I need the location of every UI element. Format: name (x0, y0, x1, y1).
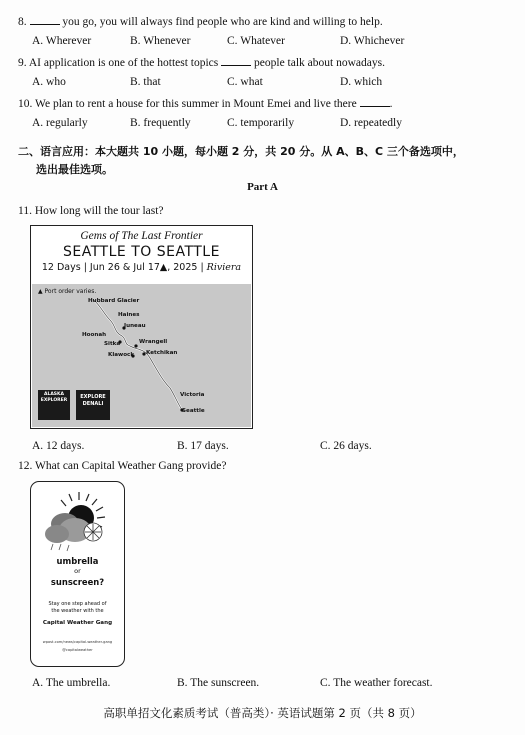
city-sitka: Sitka (104, 341, 121, 347)
question-12: 12. What can Capital Weather Gang provide? (18, 460, 227, 472)
question-11: 11. How long will the tour last? (18, 205, 164, 217)
option-c: C. 26 days. (320, 440, 372, 452)
poster-brand: Capital Weather Gang (42, 620, 113, 626)
city-juneau: Juneau (124, 323, 146, 329)
part-heading: Part A (247, 181, 278, 193)
question-number: 8. (18, 16, 27, 28)
city-ketchikan: Ketchikan (146, 350, 178, 356)
question-text: you go, you will always find people who are kind and willing to help. (62, 16, 383, 28)
poster-umbrella: umbrella (56, 556, 99, 566)
answer-blank (30, 14, 60, 25)
question-text: 10. We plan to rent a house for this summer in Mount Emei and live there (18, 98, 357, 110)
ad-dates-text: 12 Days | Jun 26 & Jul 17▲, 2025 | (41, 262, 207, 273)
question-10 (18, 96, 392, 110)
option-c: C. what (227, 76, 263, 88)
option-c: C. The weather forecast. (320, 677, 433, 689)
poster-tagline-text: Stay one step ahead of the weather with the (48, 601, 107, 614)
option-b: B. frequently (130, 117, 191, 129)
explore-denali-logo: EXPLORE DENALI (76, 390, 110, 420)
city-seattle: Seattle (182, 408, 205, 414)
option-a: A. 12 days. (32, 440, 85, 452)
answer-blank (221, 55, 251, 66)
poster-sunscreen: sunscreen? (50, 577, 105, 587)
option-b: B. Whenever (130, 35, 191, 47)
option-b: B. that (130, 76, 161, 88)
question-9 (18, 55, 385, 69)
section-heading-cont: 选出最佳选项。 (36, 163, 113, 176)
answer-blank (360, 96, 390, 107)
city-hubbard-glacier: Hubbard Glacier (88, 298, 140, 304)
poster-or: or (74, 567, 81, 575)
ad-ship: Riviera (206, 262, 242, 273)
port-note: ▲ Port order varies. (38, 288, 97, 295)
sun-and-cloud-icon (39, 490, 115, 552)
option-a: A. regularly (32, 117, 88, 129)
option-d: D. repeatedly (340, 117, 402, 129)
question-text-after: people talk about nowadays. (254, 57, 385, 69)
question-text: 9. AI application is one of the hottest topics (18, 57, 219, 69)
page-footer: 高职单招文化素质考试（普高类）· 英语试题第 2 页（共 8 页） (103, 706, 422, 720)
city-hoonah: Hoonah (82, 332, 107, 338)
section-heading: 二、语言应用：本大题共 10 小题，每小题 2 分，共 20 分。从 A、B、C 三个备选项中， (18, 145, 464, 158)
ad-tagline: Gems of The Last Frontier (80, 230, 203, 242)
poster-tagline (31, 601, 124, 614)
ad-title: SEATTLE TO SEATTLE (63, 244, 220, 260)
option-a: A. Wherever (32, 35, 92, 47)
ad-header (32, 227, 251, 281)
question-8 (18, 14, 383, 28)
route-map (32, 284, 251, 427)
alaska-explorer-logo: ALASKA EXPLORER (38, 390, 70, 420)
option-c: C. Whatever (227, 35, 285, 47)
poster-url: wpost.com/news/capital-weather-gang (42, 640, 113, 644)
ad-dates (32, 262, 251, 273)
city-wrangell: Wrangell (139, 339, 168, 345)
tour-advertisement (30, 225, 253, 429)
city-haines: Haines (118, 312, 140, 318)
option-b: B. The sunscreen. (177, 677, 260, 689)
option-a: A. The umbrella. (32, 677, 111, 689)
poster-handle: @capitalweather (62, 648, 93, 652)
weather-poster (30, 481, 125, 667)
city-victoria: Victoria (180, 392, 205, 398)
city-klawock: Klawock (108, 352, 135, 358)
option-d: D. which (340, 76, 383, 88)
option-c: C. temporarily (227, 117, 295, 129)
option-b: B. 17 days. (177, 440, 229, 452)
option-d: D. Whichever (340, 35, 405, 47)
question-end: . (389, 98, 393, 110)
option-a: A. who (32, 76, 66, 88)
